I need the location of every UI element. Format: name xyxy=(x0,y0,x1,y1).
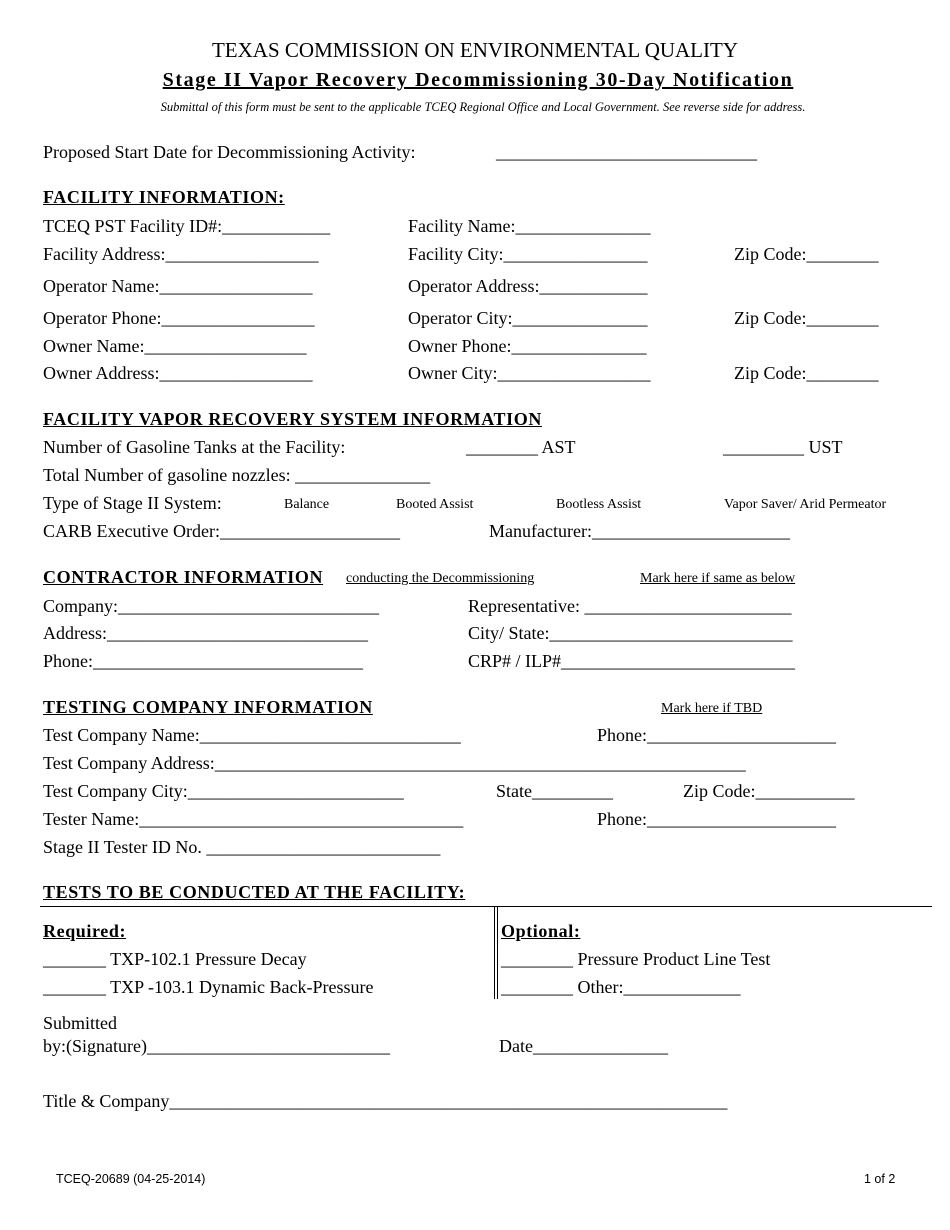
contractor-city-state-field[interactable]: City/ State:___________________________ xyxy=(468,623,793,643)
system-option-vapor-saver[interactable]: Vapor Saver/ Arid Permeator xyxy=(724,497,887,512)
contractor-phone-field[interactable]: Phone:______________________________ xyxy=(43,651,364,671)
operator-zip-field[interactable]: Zip Code:________ xyxy=(734,308,879,328)
facility-name-field[interactable]: Facility Name:_______________ xyxy=(408,216,651,236)
owner-city-field[interactable]: Owner City:_________________ xyxy=(408,363,651,383)
date-field[interactable]: Date_______________ xyxy=(499,1036,668,1056)
form-title: Stage II Vapor Recovery Decommissioning 30-Day Notification xyxy=(162,69,794,91)
facility-address-field[interactable]: Facility Address:_________________ xyxy=(43,244,319,264)
manufacturer-field[interactable]: Manufacturer:______________________ xyxy=(489,521,790,541)
page-number: 1 of 2 xyxy=(864,1172,896,1186)
agency-name: TEXAS COMMISSION ON ENVIRONMENTAL QUALITY xyxy=(211,38,738,62)
nozzles-field[interactable]: Total Number of gasoline nozzles: _______________ xyxy=(43,465,431,485)
signature-field[interactable]: by:(Signature)___________________________ xyxy=(43,1036,390,1056)
owner-phone-field[interactable]: Owner Phone:_______________ xyxy=(408,336,647,356)
optional-test-other[interactable]: ________ Other:_____________ xyxy=(501,977,741,997)
contractor-representative-field[interactable]: Representative: _______________________ xyxy=(468,596,792,616)
test-company-address-field[interactable]: Test Company Address:___________________________________________________________ xyxy=(43,753,746,773)
contractor-subheading: conducting the Decommissioning xyxy=(346,571,535,586)
test-company-city-field[interactable]: Test Company City:________________________ xyxy=(43,781,404,801)
ust-count-field[interactable]: _________ UST xyxy=(723,437,843,457)
facility-city-field[interactable]: Facility City:________________ xyxy=(408,244,648,264)
tester-id-field[interactable]: Stage II Tester ID No. __________________________ xyxy=(43,837,441,857)
submitted-label: Submitted xyxy=(43,1013,118,1033)
required-test-back-pressure[interactable]: _______ TXP -103.1 Dynamic Back-Pressure xyxy=(43,977,374,997)
tests-column-divider-inner xyxy=(497,907,498,999)
required-label: Required: xyxy=(43,921,127,941)
operator-address-field[interactable]: Operator Address:____________ xyxy=(408,276,648,296)
facility-zip-field[interactable]: Zip Code:________ xyxy=(734,244,879,264)
operator-city-field[interactable]: Operator City:_______________ xyxy=(408,308,648,328)
system-option-booted-assist[interactable]: Booted Assist xyxy=(396,497,474,512)
system-option-bootless-assist[interactable]: Bootless Assist xyxy=(556,497,642,512)
owner-name-field[interactable]: Owner Name:__________________ xyxy=(43,336,307,356)
system-option-balance[interactable]: Balance xyxy=(284,497,330,512)
contractor-heading: CONTRACTOR INFORMATION xyxy=(43,567,324,587)
tester-name-field[interactable]: Tester Name:____________________________________ xyxy=(43,809,464,829)
tester-phone-field[interactable]: Phone:_____________________ xyxy=(597,809,837,829)
optional-test-product-line[interactable]: ________ Pressure Product Line Test xyxy=(501,949,771,969)
owner-zip-field[interactable]: Zip Code:________ xyxy=(734,363,879,383)
owner-address-field[interactable]: Owner Address:_________________ xyxy=(43,363,313,383)
operator-name-field[interactable]: Operator Name:_________________ xyxy=(43,276,313,296)
testing-heading: TESTING COMPANY INFORMATION xyxy=(43,697,373,717)
optional-label: Optional: xyxy=(501,921,581,941)
start-date-label: Proposed Start Date for Decommissioning Activity: xyxy=(43,142,416,162)
form-subtitle: Submittal of this form must be sent to the applicable TCEQ Regional Office and Local Government. See reverse side for address. xyxy=(160,100,806,114)
start-date-field[interactable]: _____________________________ xyxy=(496,142,757,162)
facility-id-field[interactable]: TCEQ PST Facility ID#:____________ xyxy=(43,216,331,236)
carb-order-field[interactable]: CARB Executive Order:____________________ xyxy=(43,521,400,541)
tests-column-divider xyxy=(494,907,495,999)
contractor-crp-field[interactable]: CRP# / ILP#__________________________ xyxy=(468,651,796,671)
title-company-field[interactable]: Title & Company______________________________________________________________ xyxy=(43,1091,728,1111)
test-company-name-field[interactable]: Test Company Name:_____________________________ xyxy=(43,725,461,745)
test-company-state-field[interactable]: State_________ xyxy=(496,781,613,801)
operator-phone-field[interactable]: Operator Phone:_________________ xyxy=(43,308,315,328)
ast-count-field[interactable]: ________ AST xyxy=(466,437,576,457)
contractor-address-field[interactable]: Address:_____________________________ xyxy=(43,623,368,643)
system-type-label: Type of Stage II System: xyxy=(43,493,222,513)
tests-divider xyxy=(40,906,932,907)
test-company-zip-field[interactable]: Zip Code:___________ xyxy=(683,781,855,801)
vapor-system-heading: FACILITY VAPOR RECOVERY SYSTEM INFORMATION xyxy=(43,409,542,429)
test-company-phone-field[interactable]: Phone:_____________________ xyxy=(597,725,837,745)
mark-if-tbd[interactable]: Mark here if TBD xyxy=(661,701,763,716)
facility-heading: FACILITY INFORMATION: xyxy=(43,187,285,207)
tests-heading: TESTS TO BE CONDUCTED AT THE FACILITY: xyxy=(43,882,466,902)
mark-same-as-below[interactable]: Mark here if same as below xyxy=(640,571,796,586)
contractor-company-field[interactable]: Company:_____________________________ xyxy=(43,596,379,616)
form-id: TCEQ-20689 (04-25-2014) xyxy=(56,1172,206,1186)
required-test-pressure-decay[interactable]: _______ TXP-102.1 Pressure Decay xyxy=(43,949,307,969)
tanks-label: Number of Gasoline Tanks at the Facility: xyxy=(43,437,346,457)
